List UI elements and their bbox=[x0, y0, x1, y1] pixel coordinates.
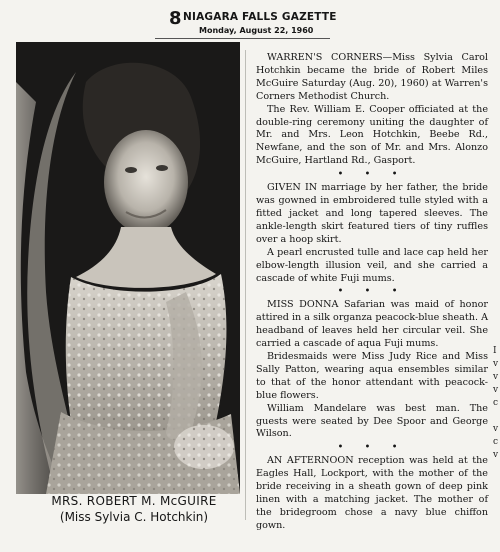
bride-portrait-photo bbox=[16, 42, 240, 494]
edge-char: c bbox=[493, 398, 499, 408]
edge-char: v bbox=[493, 372, 499, 382]
section-separator: • • • bbox=[337, 442, 407, 454]
page-number: 8 bbox=[169, 8, 181, 29]
column-divider bbox=[245, 50, 246, 520]
caption-maiden-name: (Miss Sylvia C. Hotchkin) bbox=[59, 510, 209, 524]
newspaper-name: NIAGARA FALLS GAZETTE bbox=[183, 11, 337, 23]
edge-char: v bbox=[493, 424, 499, 434]
wedding-article bbox=[256, 52, 488, 533]
edge-char: I bbox=[493, 346, 497, 356]
section-separator: • • • bbox=[337, 286, 407, 298]
adjacent-column-fragment bbox=[493, 345, 500, 462]
section-separator: • • • bbox=[337, 169, 407, 181]
paragraph-gown: GIVEN IN marriage by her father, the bride was gowned in embroidered tulle styled with a fitted jacket and long tapered sleeves. The ankle-length skirt featured tiers of tiny ruffles over a hoop skirt. bbox=[256, 182, 488, 245]
masthead-rule bbox=[155, 38, 330, 39]
paragraph-best-man: William Mandelare was best man. The guests were seated by Dee Spoor and George Wilson. bbox=[256, 402, 488, 440]
edge-char bbox=[493, 410, 500, 423]
photo-caption bbox=[18, 493, 250, 525]
paragraph-bridesmaids: Bridesmaids were Miss Judy Rice and Miss Sally Patton, wearing aqua ensembles similar to that of the honor attendant with peacock-blue flowers. bbox=[256, 351, 488, 401]
edge-char: v bbox=[493, 385, 499, 395]
caption-name: MRS. ROBERT M. McGUIRE bbox=[51, 494, 217, 508]
edge-char: c bbox=[493, 437, 499, 447]
edge-char: v bbox=[493, 359, 499, 369]
paragraph-reception: AN AFTERNOON reception was held at the Eagles Hall, Lockport, with the mother of the bride receiving in a sheath gown of deep pink linen with a matching jacket. The mother of the bridegroom chose a navy blue chiffon gown. bbox=[256, 455, 488, 531]
masthead bbox=[155, 6, 337, 40]
bride-portrait-image bbox=[16, 42, 240, 494]
paragraph-ceremony: The Rev. William E. Cooper officiated at the double-ring ceremony uniting the daughter of Mr. and Mrs. Leon Hotchkin, Beebe Rd., Newfane, and the son of Mr. and Mrs. Alonzo McGuire, Hartland Rd., Gasport. bbox=[256, 103, 488, 167]
paragraph-veil: A pearl encrusted tulle and lace cap held her elbow-length illusion veil, and she carried a cascade of white Fuji mums. bbox=[256, 246, 488, 284]
edge-char: v bbox=[493, 450, 499, 460]
paragraph-intro: WARREN'S CORNERS—Miss Sylvia Carol Hotchkin became the bride of Robert Miles McGuire Saturday (Aug. 20), 1960) at Warren's Corners Methodist Church. bbox=[256, 52, 488, 102]
paragraph-maid-of-honor: MISS DONNA Safarian was maid of honor attired in a silk organza peacock-blue sheath. A headband of leaves held her circular veil. She carried a cascade of aqua Fuji mums. bbox=[256, 299, 488, 350]
issue-date: Monday, August 22, 1960 bbox=[199, 26, 314, 35]
